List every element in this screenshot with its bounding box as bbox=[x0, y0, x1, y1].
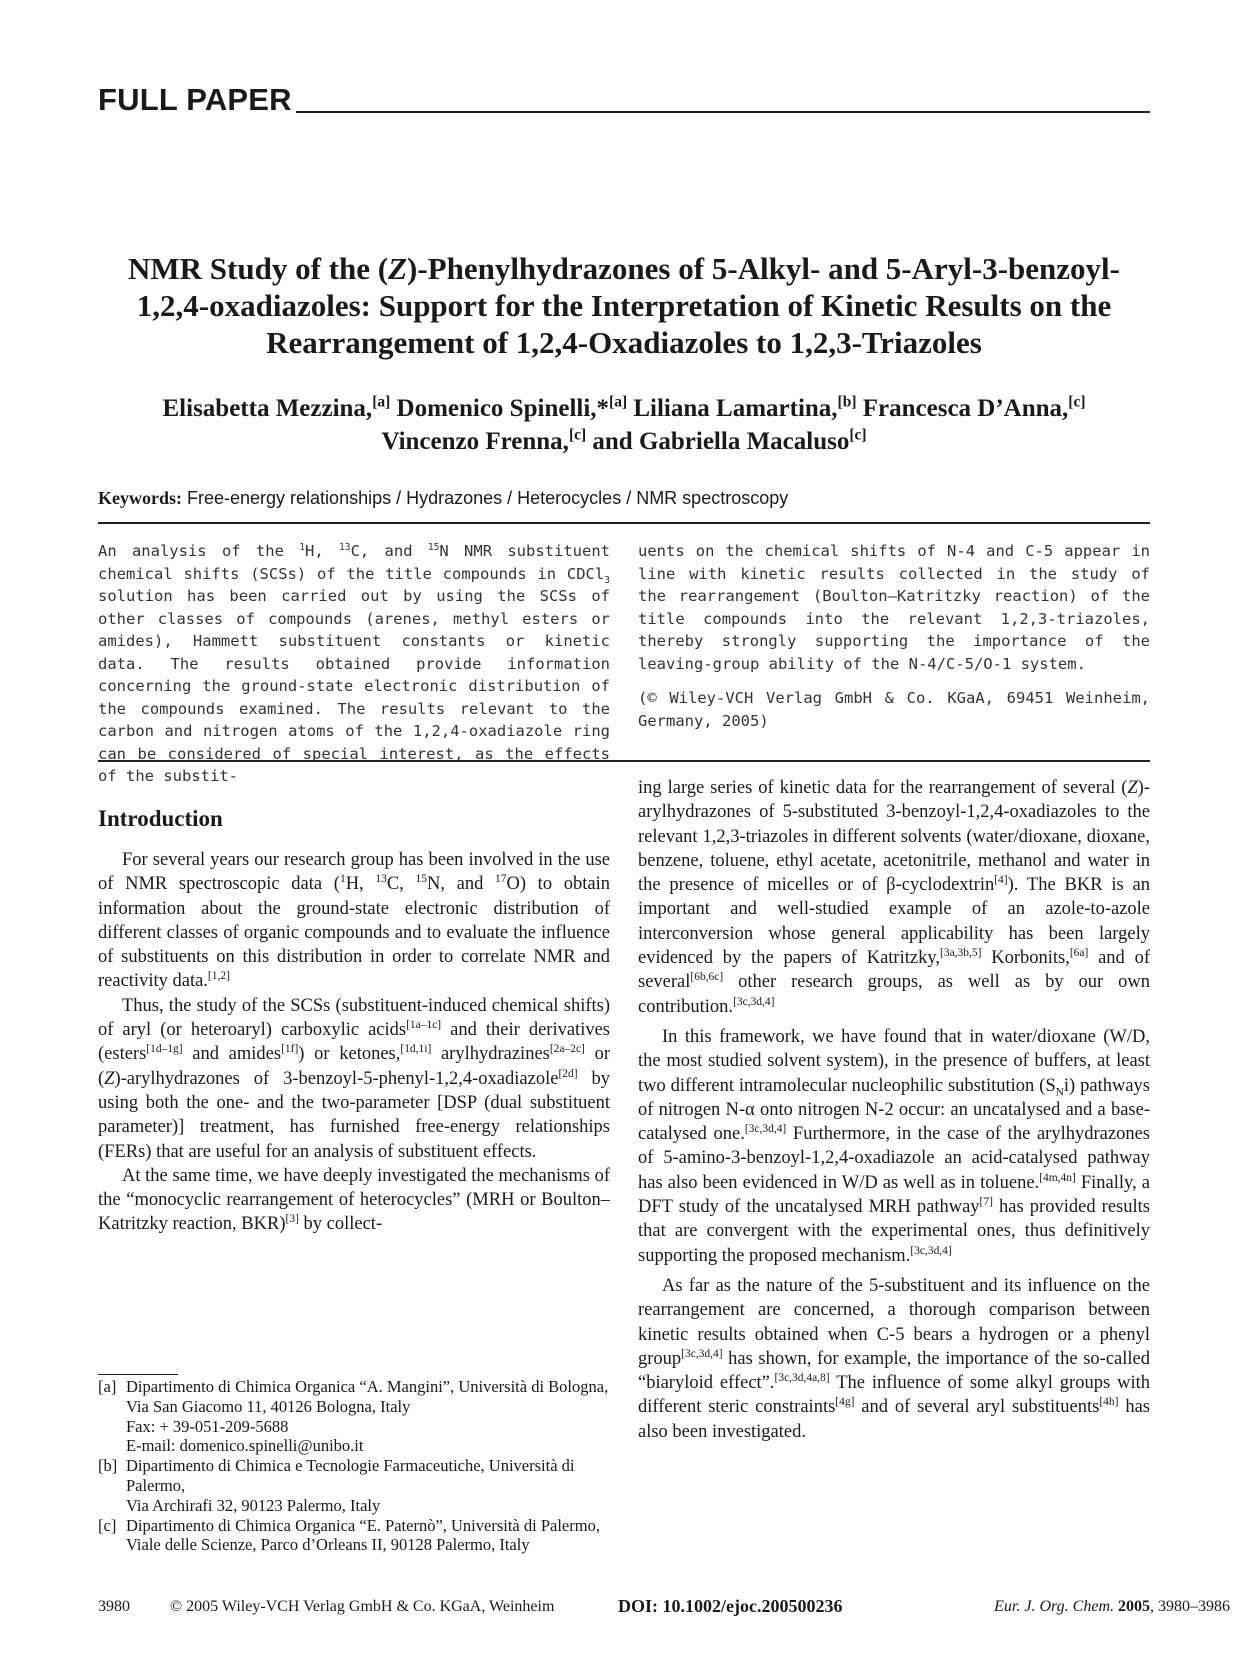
paper-title bbox=[98, 250, 1150, 361]
footnote-a: [a] Dipartimento di Chimica Organica “A. Mangini”, Università di Bologna, Via San Giacomo 11, 40126 Bologna, Italy Fax: + 39-051-209-5688 E-mail: domenico.spinelli@unibo.it bbox=[98, 1377, 609, 1456]
title-line-2: 1,2,4-oxadiazoles: Support for the Interpretation of Kinetic Results on the bbox=[136, 288, 1112, 323]
abstract-left-column: An analysis of the $^1$H, $^{13}$C, and $^{15}$N NMR substituent chemical shifts (SCSs) of the title compounds in CDCl$_3$ solution has been carried out by using the SCSs of other classes of compounds (arenes, methyl esters or amides), Hammett substituent constants or kinetic data. The results obtained provide information concerning the ground-state electronic distribution of the compounds examined. The results relevant to the carbon and nitrogen atoms of the 1,2,4-oxadiazole ring can be considered of special interest, as the effects of the substit- bbox=[98, 541, 611, 785]
doi-link[interactable]: DOI: 10.1002/ejoc.200500236 bbox=[618, 1596, 843, 1616]
keywords-label: Keywords: bbox=[98, 488, 182, 508]
abstract-continuation: uents on the chemical shifts of N-4 and C-5 appear in line with kinetic results collected in the study of the rearrangement (Boulton–Katritzky reaction) of the title compounds into the relevant 1,2,3-triazoles, thereby strongly supporting the importance of the leaving-group ability of the N-4/C-5/O-1 system. bbox=[638, 542, 1150, 673]
keywords bbox=[98, 488, 1150, 509]
page-number: 3980 bbox=[98, 1598, 130, 1615]
header-label: FULL PAPER bbox=[98, 82, 296, 117]
body-right-column bbox=[638, 776, 1150, 1444]
keywords-text: Free-energy relationships / Hydrazones / Heterocycles / NMR spectroscopy bbox=[182, 488, 789, 508]
title-line-1: NMR Study of the (Z)-Phenylhydrazones of 5-Alkyl- and 5-Aryl-3-benzoyl- bbox=[128, 251, 1120, 286]
intro-paragraph-5: As far as the nature of the 5-substituent and its influence on the rearrangement are concerned, a thorough comparison between kinetic results obtained when C-5 bears a hydrogen or a phenyl group[3c,3d,4] has shown, for example, the importance of the so-called “biaryloid effect”.[3c,3d,4a,8] The influence of some alkyl groups with different steric constraints[4g] and of several aryl substituents[4h] has also been investigated. bbox=[638, 1275, 1150, 1442]
section-heading-introduction: Introduction bbox=[98, 806, 223, 831]
intro-paragraph-3-continued: ing large series of kinetic data for the rearrangement of several (Z)-arylhydrazones of 5-substituted 3-benzoyl-1,2,4-oxadiazoles to the relevant 1,2,3-triazoles in different solvents (water/dioxane, dioxane, benzene, toluene, ethyl acetate, acetonitrile, methanol and water in the presence of micelles or of β-cyclodextrin[4]). The BKR is an important and well-studied example of an azole-to-azole interconversion whose general applicability has been largely evidenced by the papers of Katritzky,[3a,3b,5] Korbonits,[6a] and of several[6b,6c] other research groups, as well as by our own contribution.[3c,3d,4] bbox=[638, 778, 1151, 1017]
footnote-b: [b] Dipartimento di Chimica e Tecnologie Farmaceutiche, Università di Palermo, Via Archirafi 32, 90123 Palermo, Italy bbox=[98, 1456, 575, 1515]
intro-paragraph-4: In this framework, we have found that in water/dioxane (W/D, the most studied solvent system), in the presence of buffers, at least two different intramolecular nucleophilic substitution $(S_Ni)$ pathways of nitrogen N-α onto nitrogen N-2 occur: an uncatalysed and a base-catalysed one.[3c,3d,4] Furthermore, in the case of the arylhydrazones of 5-amino-3-benzoyl-1,2,4-oxadiazole an acid-catalysed pathway has also been evidenced in W/D as well as in toluene.[4m,4n] Finally, a DFT study of the uncatalysed MRH pathway[7] has provided results that are convergent with the experimental ones, thus definitively supporting the proposed mechanism.[3c,3d,4] bbox=[638, 1026, 1150, 1266]
section-header bbox=[98, 82, 1150, 118]
footnote-c: [c] Dipartimento di Chimica Organica “E. Paternò”, Università di Palermo, Viale delle Scienze, Parco d’Orleans II, 90128 Palermo, Italy bbox=[98, 1515, 600, 1555]
affiliation-footnotes bbox=[98, 1377, 610, 1555]
abstract-top-rule bbox=[98, 522, 1150, 524]
body-left-column bbox=[98, 848, 610, 1237]
footer-copyright: © 2005 Wiley-VCH Verlag GmbH & Co. KGaA, Weinheim bbox=[170, 1598, 555, 1615]
title-line-3: Rearrangement of 1,2,4-Oxadiazoles to 1,2,3-Triazoles bbox=[266, 325, 982, 360]
intro-paragraph-3: At the same time, we have deeply investigated the mechanisms of the “monocyclic rearrangement of heterocycles” (MRH or Boulton–Katritzky reaction, BKR)[3] by collect- bbox=[98, 1165, 610, 1235]
author-list: Elisabetta Mezzina,[a] Domenico Spinelli,*[a] Liliana Lamartina,[b] Francesca D’Anna,[c] Vincenzo Frenna,[c] and Gabriella Macaluso[c] bbox=[162, 393, 1086, 455]
footnote-rule bbox=[98, 1374, 178, 1375]
intro-paragraph-1: For several years our research group has been involved in the use of NMR spectroscopic data ($^1$H, $^{13}$C, $^{15}$N, and $^{17}$O) to obtain information about the ground-state electronic distribution of different classes of organic compounds and to evaluate the influence of substituents on this distribution in order to correlate NMR and reactivity data.[1,2] bbox=[98, 850, 610, 992]
abstract-right-column bbox=[638, 540, 1150, 732]
intro-paragraph-2: Thus, the study of the SCSs (substituent-induced chemical shifts) of aryl (or heteroaryl) carboxylic acids[1a–1c] and their derivatives (esters[1d–1g] and amides[1f]) or ketones,[1d,1i] arylhydrazines[2a–2c] or (Z)-arylhydrazones of 3-benzoyl-5-phenyl-1,2,4-oxadiazole[2d] by using both the one- and the two-parameter [DSP (dual substituent parameter)] treatment, has furnished free-energy relationships (FERs) that are useful for an analysis of substituent effects. bbox=[98, 995, 610, 1162]
journal-citation: Eur. J. Org. Chem. 2005 , 3980–3986 bbox=[994, 1598, 1230, 1615]
page-footer bbox=[98, 1596, 1230, 1622]
abstract-copyright: (© Wiley-VCH Verlag GmbH & Co. KGaA, 69451 Weinheim, Germany, 2005) bbox=[638, 689, 1150, 730]
abstract-bottom-rule bbox=[98, 760, 1150, 762]
